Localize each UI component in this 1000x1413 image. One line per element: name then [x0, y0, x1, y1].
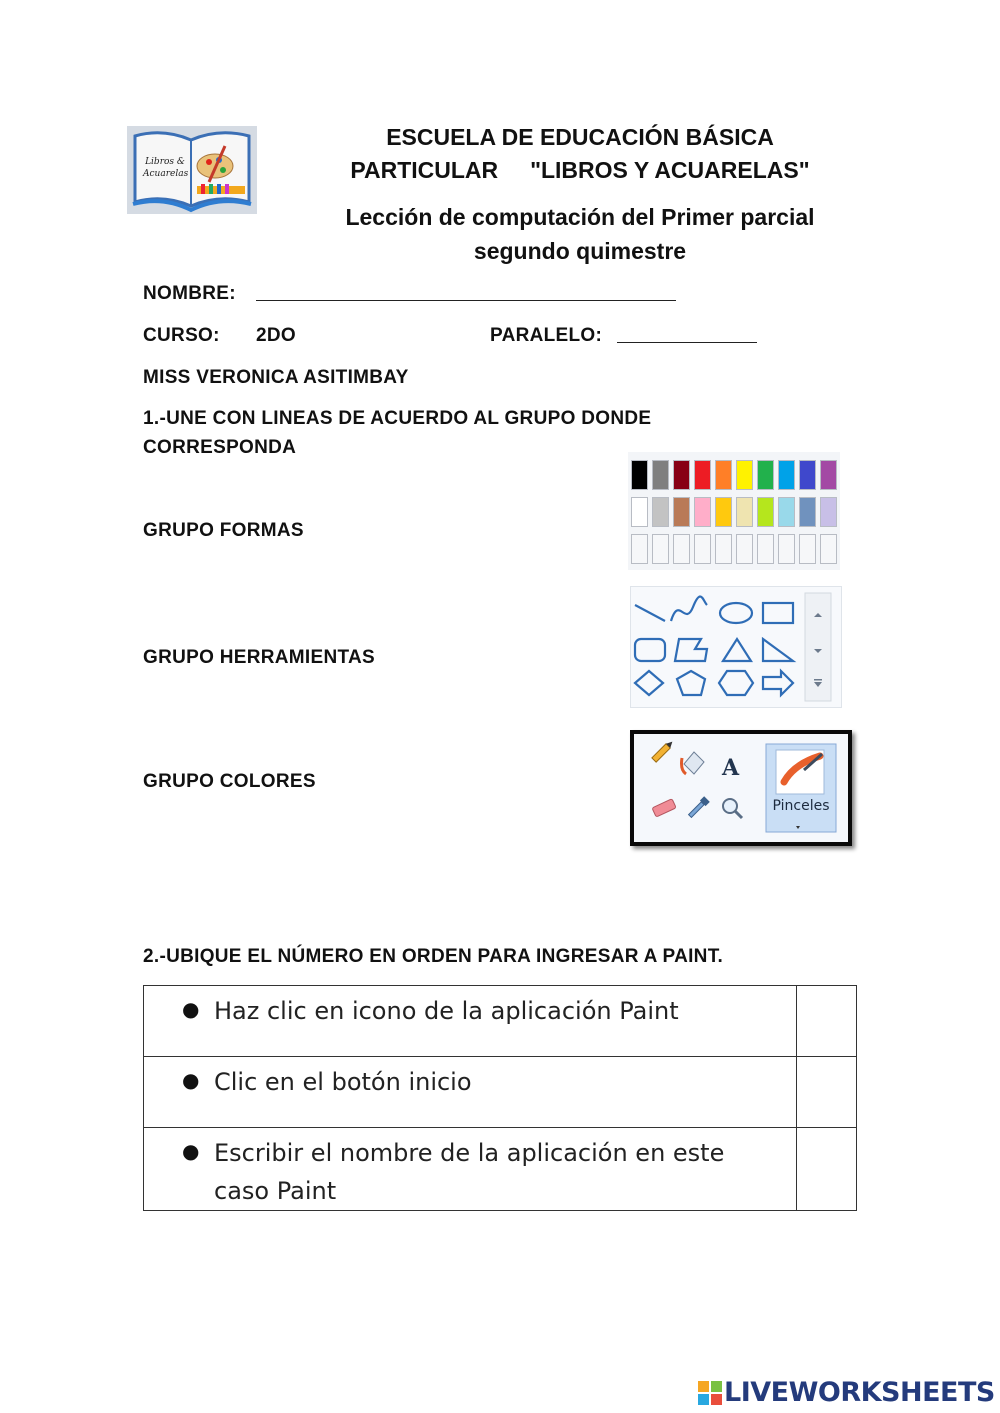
parallel-field[interactable] — [617, 342, 757, 343]
bullet-icon: ● — [182, 997, 200, 1021]
color-swatch[interactable] — [694, 497, 711, 527]
step-text: Haz clic en icono de la aplicación Paint — [214, 997, 679, 1025]
order-number-field[interactable] — [797, 986, 857, 1057]
color-swatch[interactable] — [715, 534, 732, 564]
color-swatch[interactable] — [799, 497, 816, 527]
name-field[interactable] — [256, 300, 676, 301]
color-swatch[interactable] — [694, 534, 711, 564]
school-name-line2: PARTICULAR "LIBROS Y ACUARELAS" — [350, 157, 810, 183]
liveworksheets-brand[interactable]: LIVEWORKSHEETS — [724, 1377, 995, 1408]
step-text: Clic en el botón inicio — [214, 1068, 472, 1096]
color-swatch[interactable] — [631, 497, 648, 527]
course-value: 2DO — [256, 325, 296, 346]
order-number-field[interactable] — [797, 1128, 857, 1211]
color-palette-image[interactable] — [628, 452, 840, 570]
teacher-name: MISS VERONICA ASITIMBAY — [143, 367, 409, 388]
table-row — [144, 1057, 857, 1128]
color-swatch[interactable] — [799, 534, 816, 564]
question2-title: 2.-UBIQUE EL NÚMERO EN ORDEN PARA INGRESAR A PAINT. — [143, 946, 724, 967]
color-swatch[interactable] — [778, 497, 795, 527]
lesson-title-line1: Lección de computación del Primer parcial — [345, 204, 815, 230]
parallel-label: PARALELO: — [490, 325, 603, 346]
bullet-icon: ● — [182, 1068, 200, 1092]
color-swatch[interactable] — [631, 460, 648, 490]
group-herramientas[interactable]: GRUPO HERRAMIENTAS — [143, 647, 375, 668]
color-swatch[interactable] — [715, 460, 732, 490]
course-label: CURSO: — [143, 325, 220, 346]
color-swatch[interactable] — [652, 497, 669, 527]
color-swatch[interactable] — [820, 460, 837, 490]
svg-text:A: A — [722, 755, 740, 781]
color-swatch[interactable] — [652, 460, 669, 490]
lesson-title-line2: segundo quimestre — [473, 238, 687, 264]
question1-title-line2: CORRESPONDA — [143, 437, 297, 458]
school-name-line1: ESCUELA DE EDUCACIÓN BÁSICA — [386, 124, 774, 150]
group-formas[interactable]: GRUPO FORMAS — [143, 520, 304, 541]
step-text: Escribir el nombre de la aplicación en este caso Paint — [214, 1139, 725, 1205]
color-swatch[interactable] — [757, 460, 774, 490]
color-swatch[interactable] — [778, 460, 795, 490]
tools-group-image[interactable] — [630, 730, 852, 846]
color-swatch[interactable] — [778, 534, 795, 564]
logo-text: Libros & Acuarelas — [143, 157, 189, 179]
color-swatch[interactable] — [757, 534, 774, 564]
bullet-icon: ● — [182, 1139, 200, 1163]
color-swatch[interactable] — [820, 497, 837, 527]
group-colores[interactable]: GRUPO COLORES — [143, 771, 316, 792]
color-swatch[interactable] — [694, 460, 711, 490]
color-swatch[interactable] — [799, 460, 816, 490]
color-swatch[interactable] — [673, 534, 690, 564]
table-row — [144, 986, 857, 1057]
school-logo — [127, 126, 257, 214]
color-swatch[interactable] — [631, 534, 648, 564]
color-swatch[interactable] — [736, 460, 753, 490]
color-swatch[interactable] — [673, 460, 690, 490]
color-swatch[interactable] — [652, 534, 669, 564]
color-swatch[interactable] — [715, 497, 732, 527]
order-number-field[interactable] — [797, 1057, 857, 1128]
question1-title-line1: 1.-UNE CON LINEAS DE ACUERDO AL GRUPO DONDE — [143, 408, 652, 429]
color-swatch[interactable] — [820, 534, 837, 564]
shapes-gallery-image[interactable] — [630, 586, 842, 708]
color-swatch[interactable] — [736, 534, 753, 564]
brushes-label[interactable]: Pinceles — [772, 798, 830, 814]
liveworksheets-logo-icon — [698, 1381, 722, 1405]
color-swatch[interactable] — [757, 497, 774, 527]
name-label: NOMBRE: — [143, 283, 236, 304]
color-swatch[interactable] — [736, 497, 753, 527]
color-swatch[interactable] — [673, 497, 690, 527]
steps-table — [143, 985, 857, 1211]
table-row — [144, 1128, 857, 1211]
